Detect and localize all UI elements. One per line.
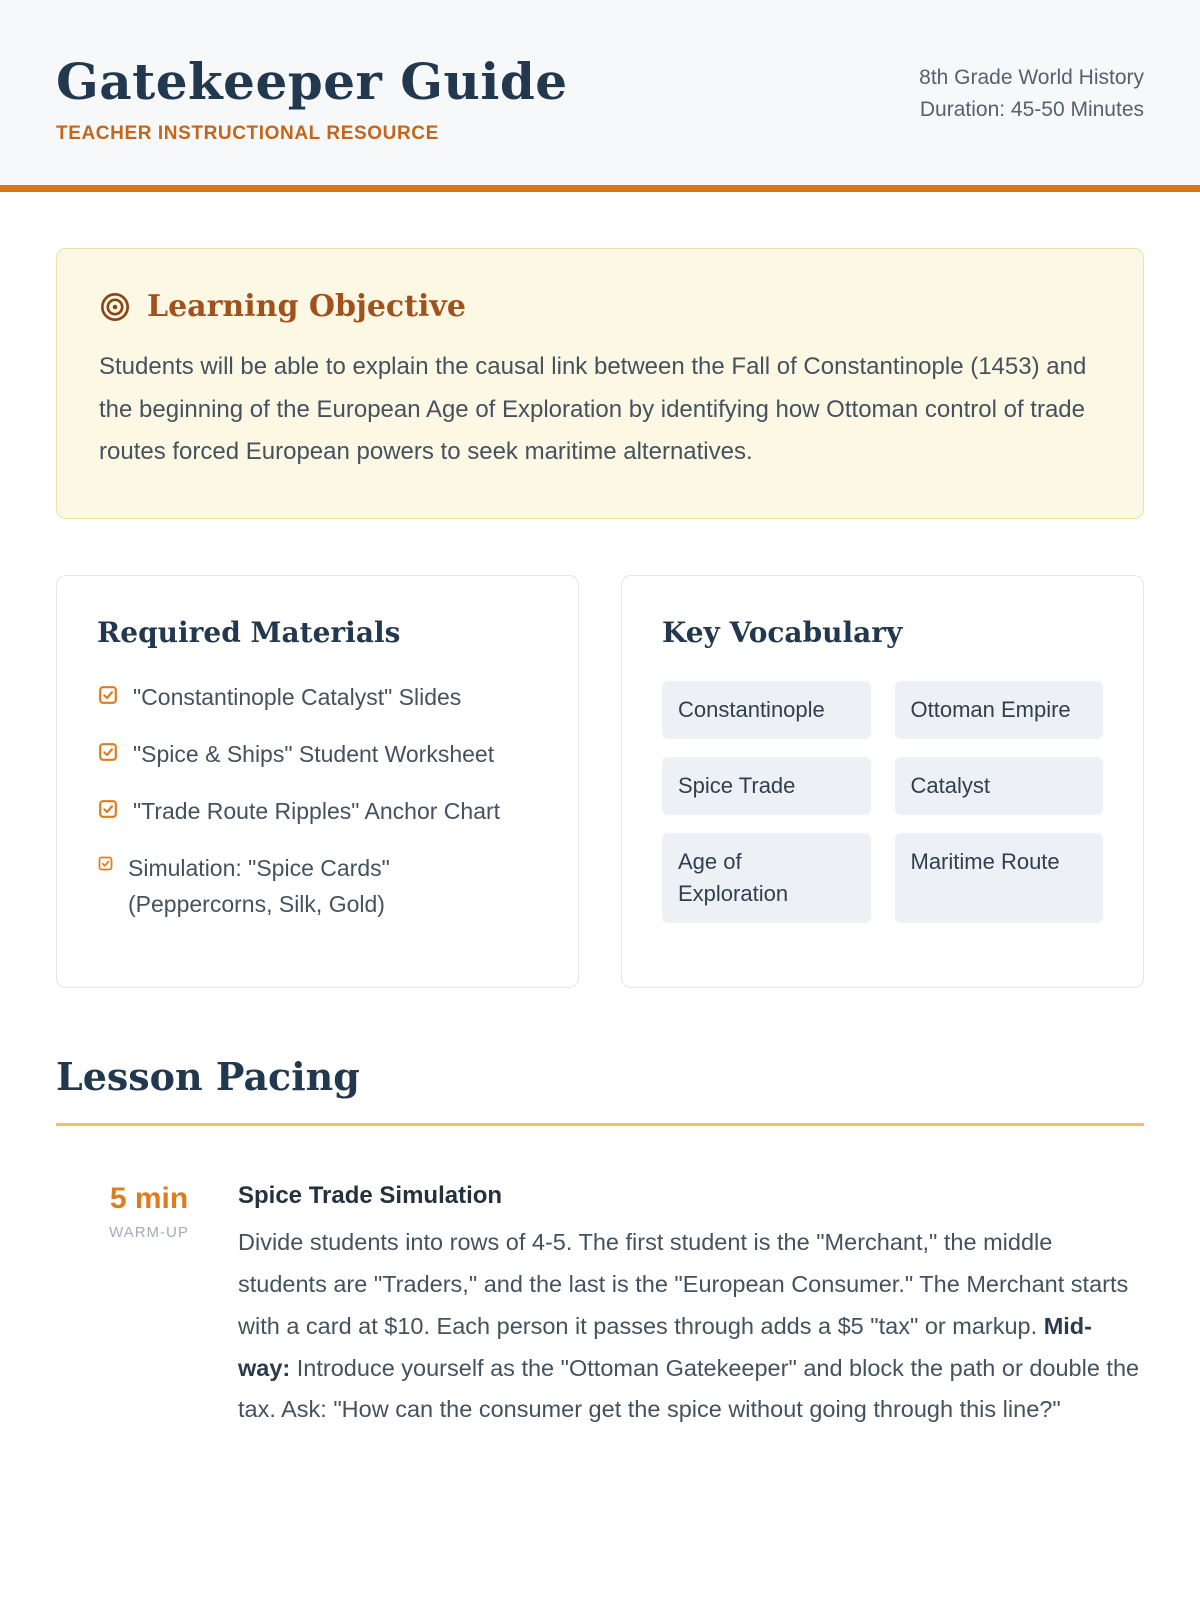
vocab-chip: Age of Exploration: [662, 833, 871, 923]
meta-duration: Duration: 45-50 Minutes: [919, 97, 1144, 121]
materials-list: [97, 679, 538, 923]
activity-title: Spice Trade Simulation: [238, 1182, 503, 1210]
key-vocabulary-card: [621, 575, 1144, 988]
header: [0, 0, 1200, 192]
target-icon: [99, 291, 131, 323]
checkbox-checked-icon: [97, 850, 114, 924]
vocabulary-grid: [662, 681, 1103, 923]
material-text: "Constantinople Catalyst" Slides: [133, 684, 462, 711]
checkbox-checked-icon: [97, 736, 119, 773]
material-item: [97, 679, 538, 716]
material-text: "Spice & Ships" Student Worksheet: [133, 740, 495, 767]
objective-body: Students will be able to explain the causal link between the Fall of Constantinople (1453) and the beginning of the European Age of Exploration by identifying how Ottoman control of trade routes forced European powers to seek maritime alternatives.: [99, 353, 1087, 466]
page-title: Gatekeeper Guide: [56, 52, 568, 111]
vocab-chip: Catalyst: [895, 757, 1104, 815]
pacing-item-warmup: [56, 1182, 1144, 1431]
materials-title: Required Materials: [97, 616, 401, 650]
vocab-chip: Constantinople: [662, 681, 871, 739]
vocabulary-title: Key Vocabulary: [662, 616, 903, 650]
activity-text-after: Introduce yourself as the "Ottoman Gatekeeper" and block the path or double the tax. Ask: "How can the consumer get the spice without going through this line?": [238, 1354, 1140, 1423]
material-text: Simulation: "Spice Cards" (Peppercorns, Silk, Gold): [128, 854, 390, 918]
pacing-time-column: [70, 1182, 228, 1431]
required-materials-card: [56, 575, 579, 988]
vocab-chip: Spice Trade: [662, 757, 871, 815]
meta-grade: 8th Grade World History: [919, 66, 1144, 89]
objective-heading: [99, 289, 1101, 324]
main-content: [0, 248, 1200, 1431]
material-text: "Trade Route Ripples" Anchor Chart: [133, 797, 501, 824]
material-item: [97, 850, 538, 924]
vocab-chip: Maritime Route: [895, 833, 1104, 923]
learning-objective-card: [56, 248, 1144, 519]
material-item: [97, 736, 538, 773]
phase-label: WARM-UP: [109, 1224, 189, 1242]
activity-text-bold: Mid-way:: [238, 1312, 1092, 1381]
info-cards-row: [56, 575, 1144, 988]
pacing-body-column: [228, 1182, 1144, 1431]
vocab-chip: Ottoman Empire: [895, 681, 1104, 739]
objective-title-text: Learning Objective: [147, 289, 466, 324]
checkbox-checked-icon: [97, 793, 119, 830]
page-subtitle: TEACHER INSTRUCTIONAL RESOURCE: [56, 123, 439, 144]
header-left: [56, 52, 568, 145]
lesson-pacing-title: Lesson Pacing: [56, 1054, 360, 1100]
material-item: [97, 793, 538, 830]
activity-text-before: Divide students into rows of 4-5. The first student is the "Merchant," the middle students are "Traders," and the last is the "European Consumer." The Merchant starts with a card at $10. Each person it passes through adds a $5 "tax" or markup.: [238, 1229, 1129, 1339]
section-divider: [56, 1123, 1144, 1126]
duration-label: 5 min: [109, 1182, 189, 1216]
checkbox-checked-icon: [97, 679, 119, 716]
header-meta: [919, 52, 1144, 125]
activity-description: [238, 1222, 1144, 1431]
